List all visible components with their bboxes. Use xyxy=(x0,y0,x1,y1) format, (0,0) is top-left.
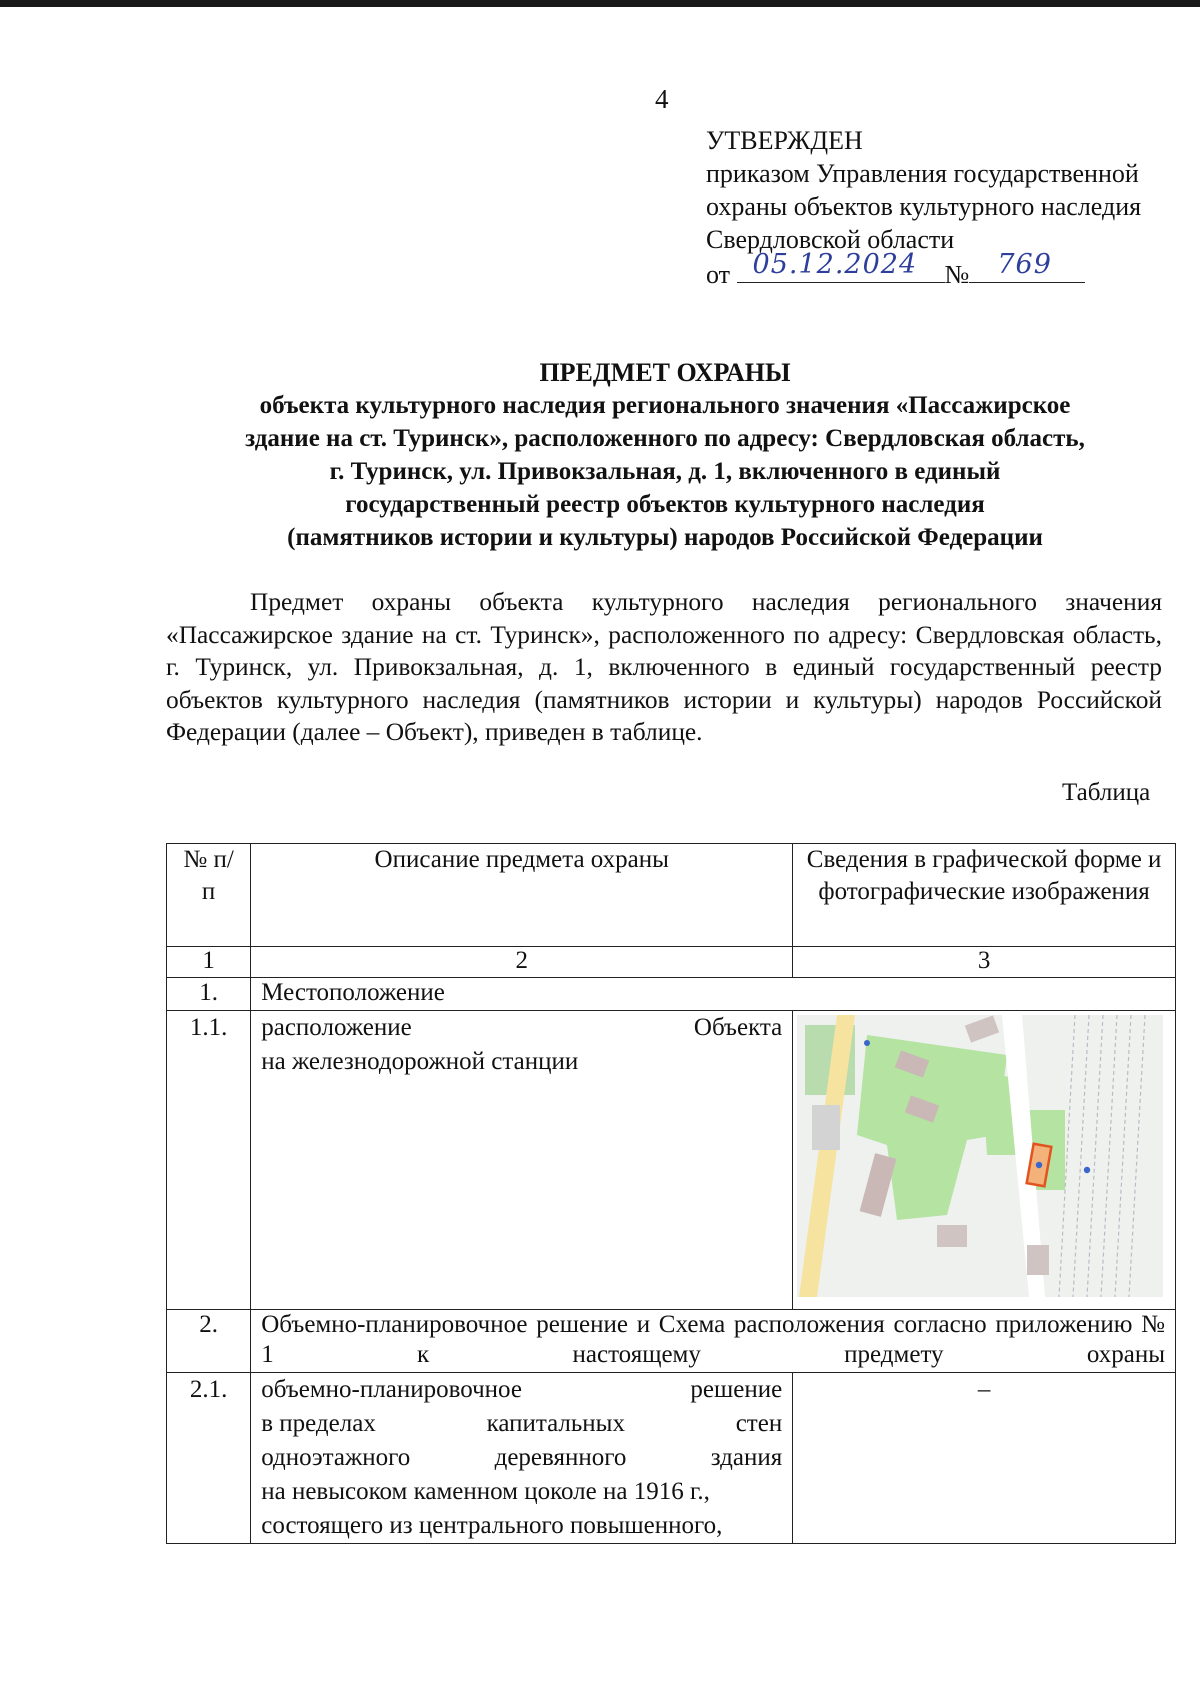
approval-date-number-line xyxy=(706,249,1141,291)
col-number-3: 3 xyxy=(793,947,1176,978)
row-text: капитальных xyxy=(486,1410,625,1437)
heading-line: (памятников истории и культуры) народов Российской Федерации xyxy=(287,524,1043,551)
handwritten-number: 769 xyxy=(997,249,1052,280)
date-underline xyxy=(737,249,945,283)
approval-line-3: Свердловской области xyxy=(706,225,955,254)
row-description xyxy=(251,1011,793,1310)
approval-stamp-block xyxy=(706,124,1141,291)
from-label: от xyxy=(706,260,731,289)
row-text: на невысоком каменном цоколе на 1916 г., xyxy=(261,1478,710,1505)
table-row xyxy=(167,1310,1176,1373)
heading-line: объекта культурного наследия регионального значения «Пассажирское xyxy=(259,392,1071,419)
row-text: на железнодорожной станции xyxy=(261,1048,579,1075)
table-caption: Таблица xyxy=(1062,779,1151,806)
number-underline xyxy=(969,249,1085,283)
document-heading xyxy=(170,356,1160,554)
heading-line: здание на ст. Туринск», расположенного по адресу: Свердловская область, xyxy=(245,425,1085,452)
row-section-title: Объемно-планировочное решение и Схема расположения согласно приложению № 1 к настоящему предмету охраны xyxy=(251,1310,1176,1373)
row-text: объемно-планировочное xyxy=(261,1376,522,1403)
row-text: состоящего из центрального повышенного, xyxy=(261,1512,723,1539)
table-row xyxy=(167,1011,1176,1310)
intro-text: Предмет охраны объекта культурного наследия регионального значения «Пассажирское здание на ст. Туринск», расположенного по адресу: Свердловская область, г. Туринск, ул. Привокзальная, д. 1, включенного в единый государственный реестр объектов культурного наследия (памятников истории и культуры) народов Российской Федерации (далее – Объект), приведен в таблице. xyxy=(166,588,1162,746)
heading-title: ПРЕДМЕТ ОХРАНЫ xyxy=(539,358,791,387)
column-number-row xyxy=(167,947,1176,978)
row-number: 1.1. xyxy=(167,1011,251,1310)
handwritten-date: 05.12.2024 xyxy=(752,249,918,280)
row-section-title: Местоположение xyxy=(251,978,1176,1011)
page-number: 4 xyxy=(655,84,669,114)
approval-title: УТВЕРЖДЕН xyxy=(706,126,863,155)
table-row xyxy=(167,1373,1176,1544)
row-text: расположение xyxy=(261,1014,412,1041)
header-description: Описание предмета охраны xyxy=(251,844,793,947)
row-text: Объекта xyxy=(693,1014,783,1041)
row-text: в пределах xyxy=(261,1410,376,1437)
row-text: решение xyxy=(690,1376,783,1403)
approval-line-1: приказом Управления государственной xyxy=(706,159,1139,188)
row-description xyxy=(251,1373,793,1544)
heading-line: государственный реестр объектов культурного наследия xyxy=(345,491,985,518)
col-number-1: 1 xyxy=(167,947,251,978)
number-label: № xyxy=(944,260,970,289)
intro-paragraph xyxy=(166,586,1162,749)
row-graphic: – xyxy=(793,1373,1176,1544)
table-header-row xyxy=(167,844,1176,947)
row-text: стен xyxy=(735,1410,783,1437)
row-number: 2.1. xyxy=(167,1373,251,1544)
row-text: здания xyxy=(710,1444,783,1471)
header-graphics: Сведения в графической форме и фотографические изображения xyxy=(793,844,1176,947)
protection-subject-table xyxy=(166,843,1176,1544)
row-text: одноэтажного xyxy=(261,1444,411,1471)
row-number: 2. xyxy=(167,1310,251,1373)
row-text: деревянного xyxy=(494,1444,627,1471)
heading-line: г. Туринск, ул. Привокзальная, д. 1, включенного в единый xyxy=(329,458,1001,485)
row-number: 1. xyxy=(167,978,251,1011)
table-row xyxy=(167,978,1176,1011)
scan-top-edge xyxy=(0,0,1200,7)
col-number-2: 2 xyxy=(251,947,793,978)
location-map-image xyxy=(797,1015,1163,1297)
approval-line-2: охраны объектов культурного наследия xyxy=(706,192,1142,221)
header-number: № п/п xyxy=(167,844,251,947)
map-cell xyxy=(793,1011,1176,1310)
